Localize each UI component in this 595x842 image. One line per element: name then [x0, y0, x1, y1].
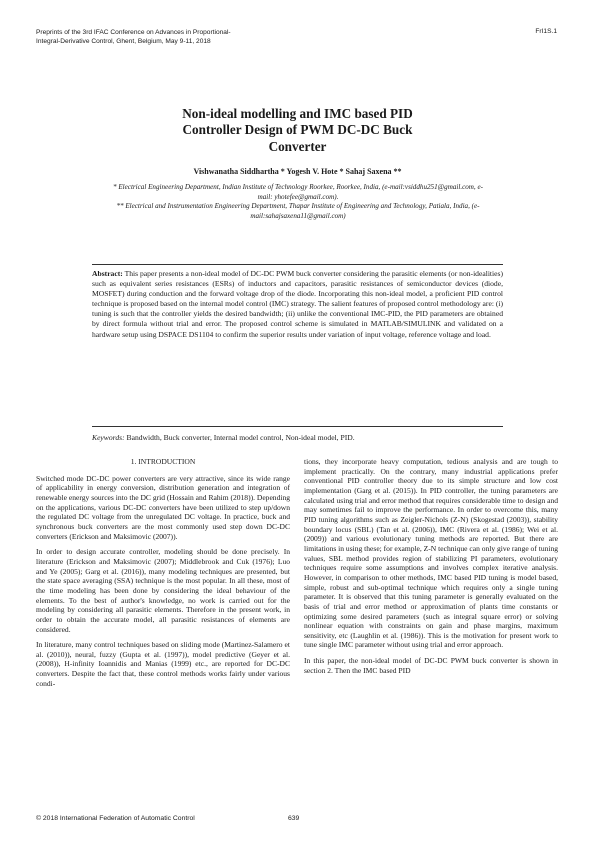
keywords-label: Keywords: [92, 433, 125, 442]
header-line-2: Integral-Derivative Control, Ghent, Belgium, May 9-11, 2018 [36, 38, 211, 46]
paper-title [90, 106, 505, 155]
affiliation-iit-roorkee: * Electrical Engineering Department, Indian Institute of Technology Roorkee, Roorkee, India, (e-mail:vsiddhu251@gmail.com, e-mail: yhotefee@gmail.com). [113, 183, 483, 201]
title-line-3: Converter [268, 138, 327, 154]
page-number: 639 [288, 815, 300, 822]
session-code: FrI1S.1 [535, 28, 557, 35]
copyright-notice: © 2018 International Federation of Automatic Control [36, 815, 195, 822]
paragraph: In literature, many control techniques based on sliding mode (Martinez-Salamero et al. (2010)), neural, fuzzy (Gupta et al. (1997)), model predictive (Geyer et al. (2008)), H-infinity Ioannidis and Manias (1999) etc., are reported for DC-DC converters. Despite the fact that, these control methods works fairly under various condi- [36, 640, 290, 688]
abstract [92, 269, 503, 340]
paragraph: Switched mode DC-DC power converters are very attractive, since its wide range of applicability in energy conversion, distribution generation and integration of renewable energy sources into the DC grid (Hossain and Rahim (2018)). Depending on the applications, various DC-DC converters have been utilized to step up/down the regulated DC voltage from the unregulated DC voltage. In practice, buck and synchronous buck converters are the most commonly used step down DC-DC converters (Erickson and Maksimovic (2007)). [36, 473, 290, 541]
keywords [92, 433, 503, 443]
paragraph: tions, they incorporate heavy computation, tedious analysis and are tough to implement practically. On the contrary, many industrial applications prefer conventional PID controller theory due to its simple structure and low cost implementation (Garg et al. (2015)). In PID controller, the tuning parameters are calculated using trial and error method that requires considerable time to design and may sometimes fail to improve the performance. In order to overcome this, many PID tuning algorithms such as Zeigler-Nichols (Z-N) (Skogestad (2003)), stability boundary locus (SBL) (Tan et al. (2006)), IMC (Rivera et al. (1986); Wei et al. (2009)) and various evolutionary tuning methods are reported. But there are limitations in using these; for example, Z-N technique can only give range of tuning values, SBL method provides region of stabilizing PI parameters, evolutionary techniques require some assumptions and involves complex iterative analysis. However, in comparison to other methods, IMC based PID tuning is model based, simple, robust and sub-optimal technique which requires only a single tuning parameter. It is observed that this tuning parameter is generally evaluated on the basis of trial and error method or approximation of plants time constants or optimizing some desired parameters (such as integral square error) or solving nonlinear equation with constraints on gain and phase margins, maximum sensitivity, etc (Laughlin et al. (1986)). This is the motivation for present work to tune single IMC parameter without using trial and error approach. [304, 457, 559, 650]
section-heading: 1. INTRODUCTION [130, 457, 196, 466]
title-line-2: Controller Design of PWM DC-DC Buck [182, 122, 413, 138]
title-line-1: Non-ideal modelling and IMC based PID [182, 106, 413, 121]
abstract-text: This paper presents a non-ideal model of DC-DC PWM buck converter considering the parasitic elements (or non-idealities) such as equivalent series resistances (ESRs) of inductors and capacitors, parasitic resistances of semiconductor devices (diode, MOSFET) during conduction and the forward voltage drop of the diode. Incorporating this non-ideal model, a proficient PID control technique is proposed based on the internal model control (IMC) strategy. The salient features of proposed control methodology are: (i) tuning is such that the controller yields the desired bandwidth; (ii) unlike the conventional IMC-PID, the PID parameters are obtained by direct formula without trial and error. The proposed control scheme is simulated in MATLAB/SIMULINK and validated on a hardware setup using DSPACE DS1104 to confirm the superior results under variation of input voltage, reference voltage and load. [92, 269, 504, 339]
paragraph: In this paper, the non-ideal model of DC-DC PWM buck converter is shown in section 2. Then the IMC based PID [304, 656, 558, 675]
keywords-text: Bandwidth, Buck converter, Internal model control, Non-ideal model, PID. [126, 433, 355, 442]
abstract-label: Abstract: [92, 269, 123, 278]
abstract-bottom-rule [92, 426, 503, 427]
running-header [36, 28, 336, 46]
paragraph: In order to design accurate controller, modeling should be done precisely. In literature (Erickson and Maksimovic (2007); Middlebrook and Cuk (1976); Luo and Ye (2005); Garg et al. (2016)), many modeling techniques are presented, but the state space averaging (SSA) technique is the most popular. In all these, most of the time modeling has been done by considering the ideal behaviour of the elements. To the best of author's knowledge, no work is carried out for the modeling by considering all parasitic elements. Therefore in the present work, in order to obtain the accurate model, all parasitic resistances of elements are considered. [36, 547, 290, 634]
affiliation-thapar: ** Electrical and Instrumentation Engineering Department, Thapar Institute of Engineering and Technology, Patiala, India, (e-mail:sahajsaxena11@gmail.com) [116, 202, 480, 220]
left-column [36, 457, 290, 694]
author-list: Vishwanatha Siddhartha * Yogesh V. Hote * Sahaj Saxena ** [193, 167, 402, 176]
abstract-top-rule [92, 264, 503, 265]
affiliations [108, 183, 488, 221]
right-column [304, 457, 558, 681]
header-line-1: Preprints of the 3rd IFAC Conference on Advances in Proportional- [36, 29, 231, 36]
